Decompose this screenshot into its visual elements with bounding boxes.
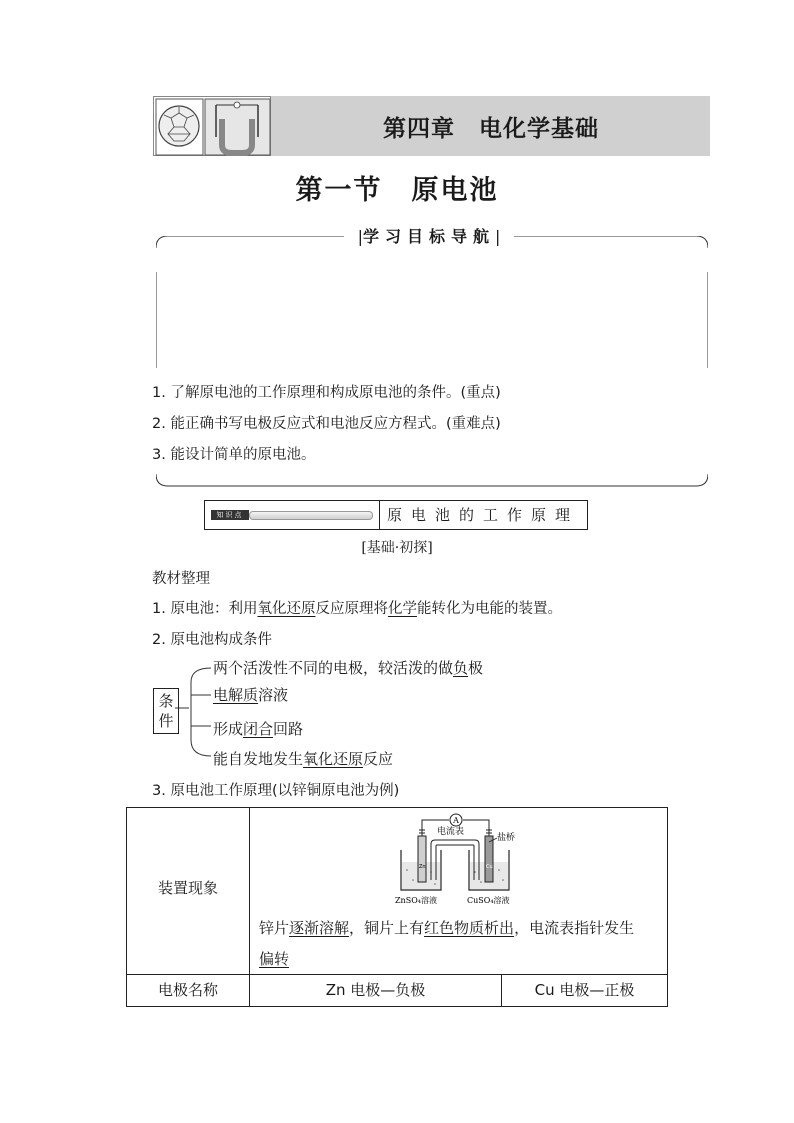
knowledge-point-badge-area bbox=[205, 501, 380, 529]
section-label: 教材整理 bbox=[152, 571, 210, 587]
salt-bridge-label: 盐桥 bbox=[497, 833, 516, 843]
condition-3 bbox=[213, 718, 303, 739]
obs-part-1: 锌片 bbox=[259, 919, 290, 937]
left-solution-label: ZnSO₄溶液 bbox=[395, 896, 437, 905]
heading-bar-right: | bbox=[495, 227, 501, 246]
table-vline-1 bbox=[249, 808, 250, 1006]
obs-underline-1: 逐渐溶解 bbox=[289, 919, 350, 937]
condition-4-underlined: 氧化还原 bbox=[303, 750, 364, 768]
right-solution-label: CuSO₄溶液 bbox=[467, 896, 510, 905]
knowledge-point-title: 原电池的工作原理 bbox=[387, 506, 580, 524]
chapter-title: 第四章 电化学基础 bbox=[383, 115, 599, 142]
condition-3-pre: 形成 bbox=[213, 720, 244, 738]
ammeter-symbol: A bbox=[453, 816, 459, 825]
ammeter-label: 电流表 bbox=[437, 827, 465, 837]
row2-header: 电极名称 bbox=[157, 981, 218, 999]
zinc-copper-cell-diagram bbox=[389, 810, 519, 910]
knowledge-point-progress-bar bbox=[249, 511, 373, 520]
copper-label: Cu bbox=[486, 864, 493, 870]
obs-part-3: ，电流表指针发生 bbox=[514, 919, 635, 937]
observation-text bbox=[259, 913, 663, 975]
zinc-electrode bbox=[418, 836, 426, 882]
condition-1-post: 极 bbox=[468, 659, 484, 677]
fullerene-and-cell-illustration bbox=[154, 97, 272, 157]
copper-electrode bbox=[485, 836, 493, 882]
chapter-banner bbox=[153, 96, 710, 156]
condition-4-pre: 能自发地发生 bbox=[213, 750, 304, 768]
condition-1-pre: 两个活泼性不同的电极，较活泼的做 bbox=[213, 659, 454, 677]
condition-2-underlined: 电解质 bbox=[213, 686, 259, 704]
principle-table bbox=[126, 807, 668, 1007]
objectives-heading bbox=[344, 224, 514, 247]
condition-1 bbox=[213, 657, 483, 678]
chapter-illustration bbox=[153, 96, 271, 156]
objectives-heading-text: 学习目标导航 bbox=[362, 227, 495, 246]
item1-term1: 氧化还原 bbox=[257, 601, 316, 617]
obs-underline-2: 红色物质析出 bbox=[424, 919, 515, 937]
section-title: 第一节 原电池 bbox=[295, 175, 499, 206]
objective-item-3: 3. 能设计简单的原电池。 bbox=[152, 447, 316, 463]
content-item-2-title: 2. 原电池构成条件 bbox=[152, 632, 272, 648]
condition-4 bbox=[213, 748, 393, 769]
knowledge-point-badge: 知识点 bbox=[211, 510, 249, 520]
condition-3-post: 回路 bbox=[273, 720, 304, 738]
item1-prefix: 1. 原电池：利用 bbox=[152, 601, 258, 617]
row1-header: 装置现象 bbox=[157, 879, 218, 897]
heading-bar-left: | bbox=[357, 227, 363, 246]
copper-electrode-name: Cu 电极—正极 bbox=[534, 981, 635, 999]
content-item-3-title: 3. 原电池工作原理(以锌铜原电池为例) bbox=[152, 783, 400, 799]
item1-mid: 反应原理将 bbox=[315, 601, 388, 617]
content-item-1 bbox=[152, 597, 562, 618]
conditions-label: 条件 bbox=[153, 688, 179, 734]
zinc-electrode-name: Zn 电极—负极 bbox=[325, 981, 426, 999]
condition-3-underlined: 闭合 bbox=[243, 720, 274, 738]
condition-2-post: 溶液 bbox=[258, 686, 289, 704]
condition-2 bbox=[213, 684, 288, 705]
zinc-label: Zn bbox=[419, 864, 426, 870]
item1-term2: 化学 bbox=[387, 601, 417, 617]
obs-part-2: ，铜片上有 bbox=[349, 919, 425, 937]
objective-item-1: 1. 了解原电池的工作原理和构成原电池的条件。(重点) bbox=[152, 385, 501, 401]
knowledge-point-header bbox=[204, 500, 588, 530]
item1-suffix: 能转化为电能的装置。 bbox=[416, 601, 562, 617]
obs-underline-3: 偏转 bbox=[259, 950, 290, 968]
objective-item-2: 2. 能正确书写电极反应式和电池反应方程式。(重难点) bbox=[152, 416, 501, 432]
condition-1-underlined: 负 bbox=[453, 659, 469, 677]
knowledge-point-subtitle: [基础·初探] bbox=[361, 540, 433, 556]
condition-4-post: 反应 bbox=[363, 750, 394, 768]
conditions-bracket bbox=[175, 660, 215, 770]
